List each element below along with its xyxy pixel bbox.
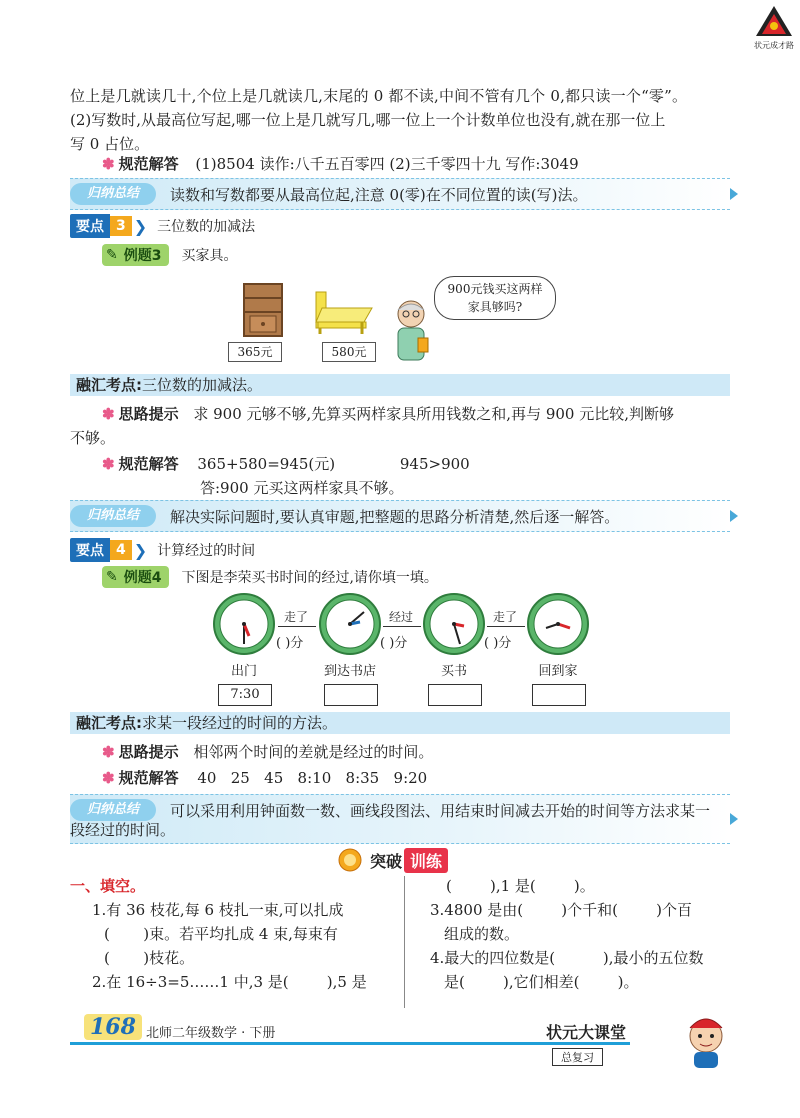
summary-text-2: 段经过的时间。	[70, 821, 176, 839]
exercises-right	[430, 874, 740, 994]
answer-compare: 945>900	[399, 455, 470, 473]
summary-tag: 归纳总结	[70, 183, 156, 205]
example-tag: ✎ 例题3	[102, 244, 169, 266]
pencil-icon: ✎	[106, 247, 118, 263]
footer-brand: 状元大课堂	[546, 1023, 627, 1042]
point-number: 4	[110, 540, 132, 560]
point-3-heading	[70, 214, 255, 238]
summary-text: 解决实际问题时,要认真审题,把整题的思路分析清楚,然后逐一解答。	[170, 508, 620, 526]
summary-band-2	[70, 500, 730, 532]
clock-label-2: 到达书店	[323, 664, 376, 679]
training-title-a: 突破	[370, 851, 403, 871]
hint-text: 相邻两个时间的差就是经过的时间。	[193, 743, 434, 761]
example-text: 买家具。	[181, 248, 238, 264]
flower-icon: ✽	[102, 405, 115, 423]
price-tag-1: 365元	[228, 342, 282, 362]
answer-label: 规范解答	[118, 455, 179, 473]
section-heading: 一、填空。	[70, 877, 146, 895]
clock-arrive-store	[318, 592, 382, 656]
answer-4	[102, 766, 772, 790]
intro-line-3: 写 0 占位。	[70, 135, 150, 153]
answer-3-line-1	[102, 452, 772, 476]
logo-icon	[752, 4, 796, 38]
point-title: 计算经过的时间	[157, 543, 256, 559]
footer-book-title: 北师二年级数学 · 下册	[146, 1026, 276, 1041]
grandpa-icon	[388, 298, 434, 364]
logo-text: 状元成才路	[754, 41, 794, 50]
summary-text: 读数和写数都要从最高位起,注意 0(零)在不同位置的读(写)法。	[170, 186, 588, 204]
clock-buy-book	[422, 592, 486, 656]
q1-line-1: 1.有 36 枝花,每 6 枝扎一束,可以扎成	[92, 901, 344, 919]
footer-sub: 总复习	[552, 1048, 603, 1066]
publisher-logo	[752, 4, 796, 48]
hint-3-line-2: 不够。	[70, 429, 116, 447]
between-label-3: 走了	[492, 610, 517, 624]
time-box-2[interactable]	[324, 684, 378, 706]
speech-line-1: 900元钱买这两样	[447, 282, 543, 296]
intro-line-1: 位上是几就读几十,个位上是几就读几,末尾的 0 都不读,中间不管有几个 0,都只读一个“零”。	[70, 87, 688, 105]
chevron-right-icon: ❯	[133, 216, 148, 236]
clock-return-home	[526, 592, 590, 656]
point-label: 要点	[70, 538, 110, 562]
summary-band-3	[70, 794, 730, 844]
knowledge-point-band-4	[70, 712, 730, 734]
intro-line-2: (2)写数时,从最高位写起,哪一位上是几就写几,哪一位上一个计数单位也没有,就在那一位上	[70, 111, 666, 129]
footer-page-number: 168	[84, 1014, 142, 1040]
column-divider	[404, 876, 405, 1008]
point-title: 三位数的加减法	[157, 219, 256, 235]
summary-text-1: 可以采用利用钟面数一数、画线段图法、用结束时间减去开始的时间等方法求某一	[170, 802, 711, 820]
answer-calc: 365+580=945(元)	[197, 455, 336, 473]
between-fill-2: ( )分	[380, 636, 408, 651]
clock-label-4: 回到家	[538, 664, 578, 679]
between-fill-1: ( )分	[276, 636, 304, 651]
answer-3-line-2: 答:900 元买这两样家具不够。	[200, 479, 404, 497]
chevron-right-icon: ❯	[133, 540, 148, 560]
q4-line-1: 4.最大的四位数是( ),最小的五位数	[430, 949, 704, 967]
hint-3-line-1	[102, 402, 772, 426]
arrow-icon	[730, 188, 738, 200]
mascot-icon	[676, 1010, 736, 1070]
point-4-heading	[70, 538, 255, 562]
time-box-3[interactable]	[428, 684, 482, 706]
example-tag: ✎ 例题4	[102, 566, 169, 588]
hint-4	[102, 740, 772, 764]
hint-text: 求 900 元够不够,先算买两样家具所用钱数之和,再与 900 元比较,判断够	[193, 405, 675, 423]
kp-label: 融汇考点:	[76, 714, 142, 732]
training-title	[338, 846, 448, 874]
between-arrow-1	[278, 626, 316, 627]
knowledge-point-band-3	[70, 374, 730, 396]
answer-text: (1)8504 读作:八千五百零四 (2)三千零四十九 写作:3049	[195, 155, 579, 173]
summary-band-1	[70, 178, 730, 210]
flower-icon: ✽	[102, 155, 115, 173]
kp-text: 求某一段经过的时间的方法。	[142, 714, 338, 732]
q2-line-1: 2.在 16÷3=5……1 中,3 是( ),5 是	[92, 973, 367, 991]
between-arrow-3	[487, 626, 525, 627]
clock-label-1: 出门	[230, 664, 257, 679]
between-label-2: 经过	[388, 610, 413, 624]
speech-bubble	[434, 276, 556, 320]
q1-line-2: ( )束。若平均扎成 4 束,每束有	[104, 925, 338, 943]
hint-label: 思路提示	[118, 743, 179, 761]
clock-label-3: 买书	[440, 664, 467, 679]
answer-text: 40 25 45 8:10 8:35 9:20	[197, 769, 428, 787]
answer-label: 规范解答	[118, 769, 179, 787]
kp-text: 三位数的加减法。	[142, 376, 263, 394]
example-3-heading	[102, 244, 237, 266]
q2-line-2: ( ),1 是( )。	[446, 877, 595, 895]
between-fill-3: ( )分	[484, 636, 512, 651]
example-text: 下图是李荣买书时间的经过,请你填一填。	[181, 570, 438, 586]
summary-tag: 归纳总结	[70, 799, 156, 821]
intro-answer	[102, 152, 772, 176]
hint-label: 思路提示	[118, 405, 179, 423]
flower-icon: ✽	[102, 455, 115, 473]
arrow-icon	[730, 813, 738, 825]
pencil-icon: ✎	[106, 569, 118, 585]
q4-line-2: 是( ),它们相差( )。	[444, 973, 639, 991]
point-label: 要点	[70, 214, 110, 238]
between-label-1: 走了	[283, 610, 308, 624]
exercises-left	[70, 874, 400, 994]
bed-icon	[312, 290, 376, 336]
training-title-b: 训练	[404, 848, 448, 873]
flower-icon: ✽	[102, 769, 115, 787]
between-arrow-2	[383, 626, 421, 627]
q1-line-3: ( )枝花。	[104, 949, 195, 967]
q3-line-2: 组成的数。	[444, 925, 520, 943]
furniture-illustration	[228, 276, 588, 368]
flower-icon: ✽	[102, 743, 115, 761]
arrow-icon	[730, 510, 738, 522]
point-number: 3	[110, 216, 132, 236]
price-tag-2: 580元	[322, 342, 376, 362]
q3-line-1: 3.4800 是由( )个千和( )个百	[430, 901, 692, 919]
time-box-4[interactable]	[532, 684, 586, 706]
time-box-1: 7:30	[218, 684, 272, 706]
example-4-heading	[102, 566, 438, 588]
lion-badge-icon	[338, 848, 362, 872]
speech-line-2: 家具够吗?	[467, 300, 523, 314]
answer-label: 规范解答	[118, 155, 179, 173]
clock-departure	[212, 592, 276, 656]
summary-tag: 归纳总结	[70, 505, 156, 527]
kp-label: 融汇考点:	[76, 376, 142, 394]
cabinet-icon	[242, 282, 284, 338]
